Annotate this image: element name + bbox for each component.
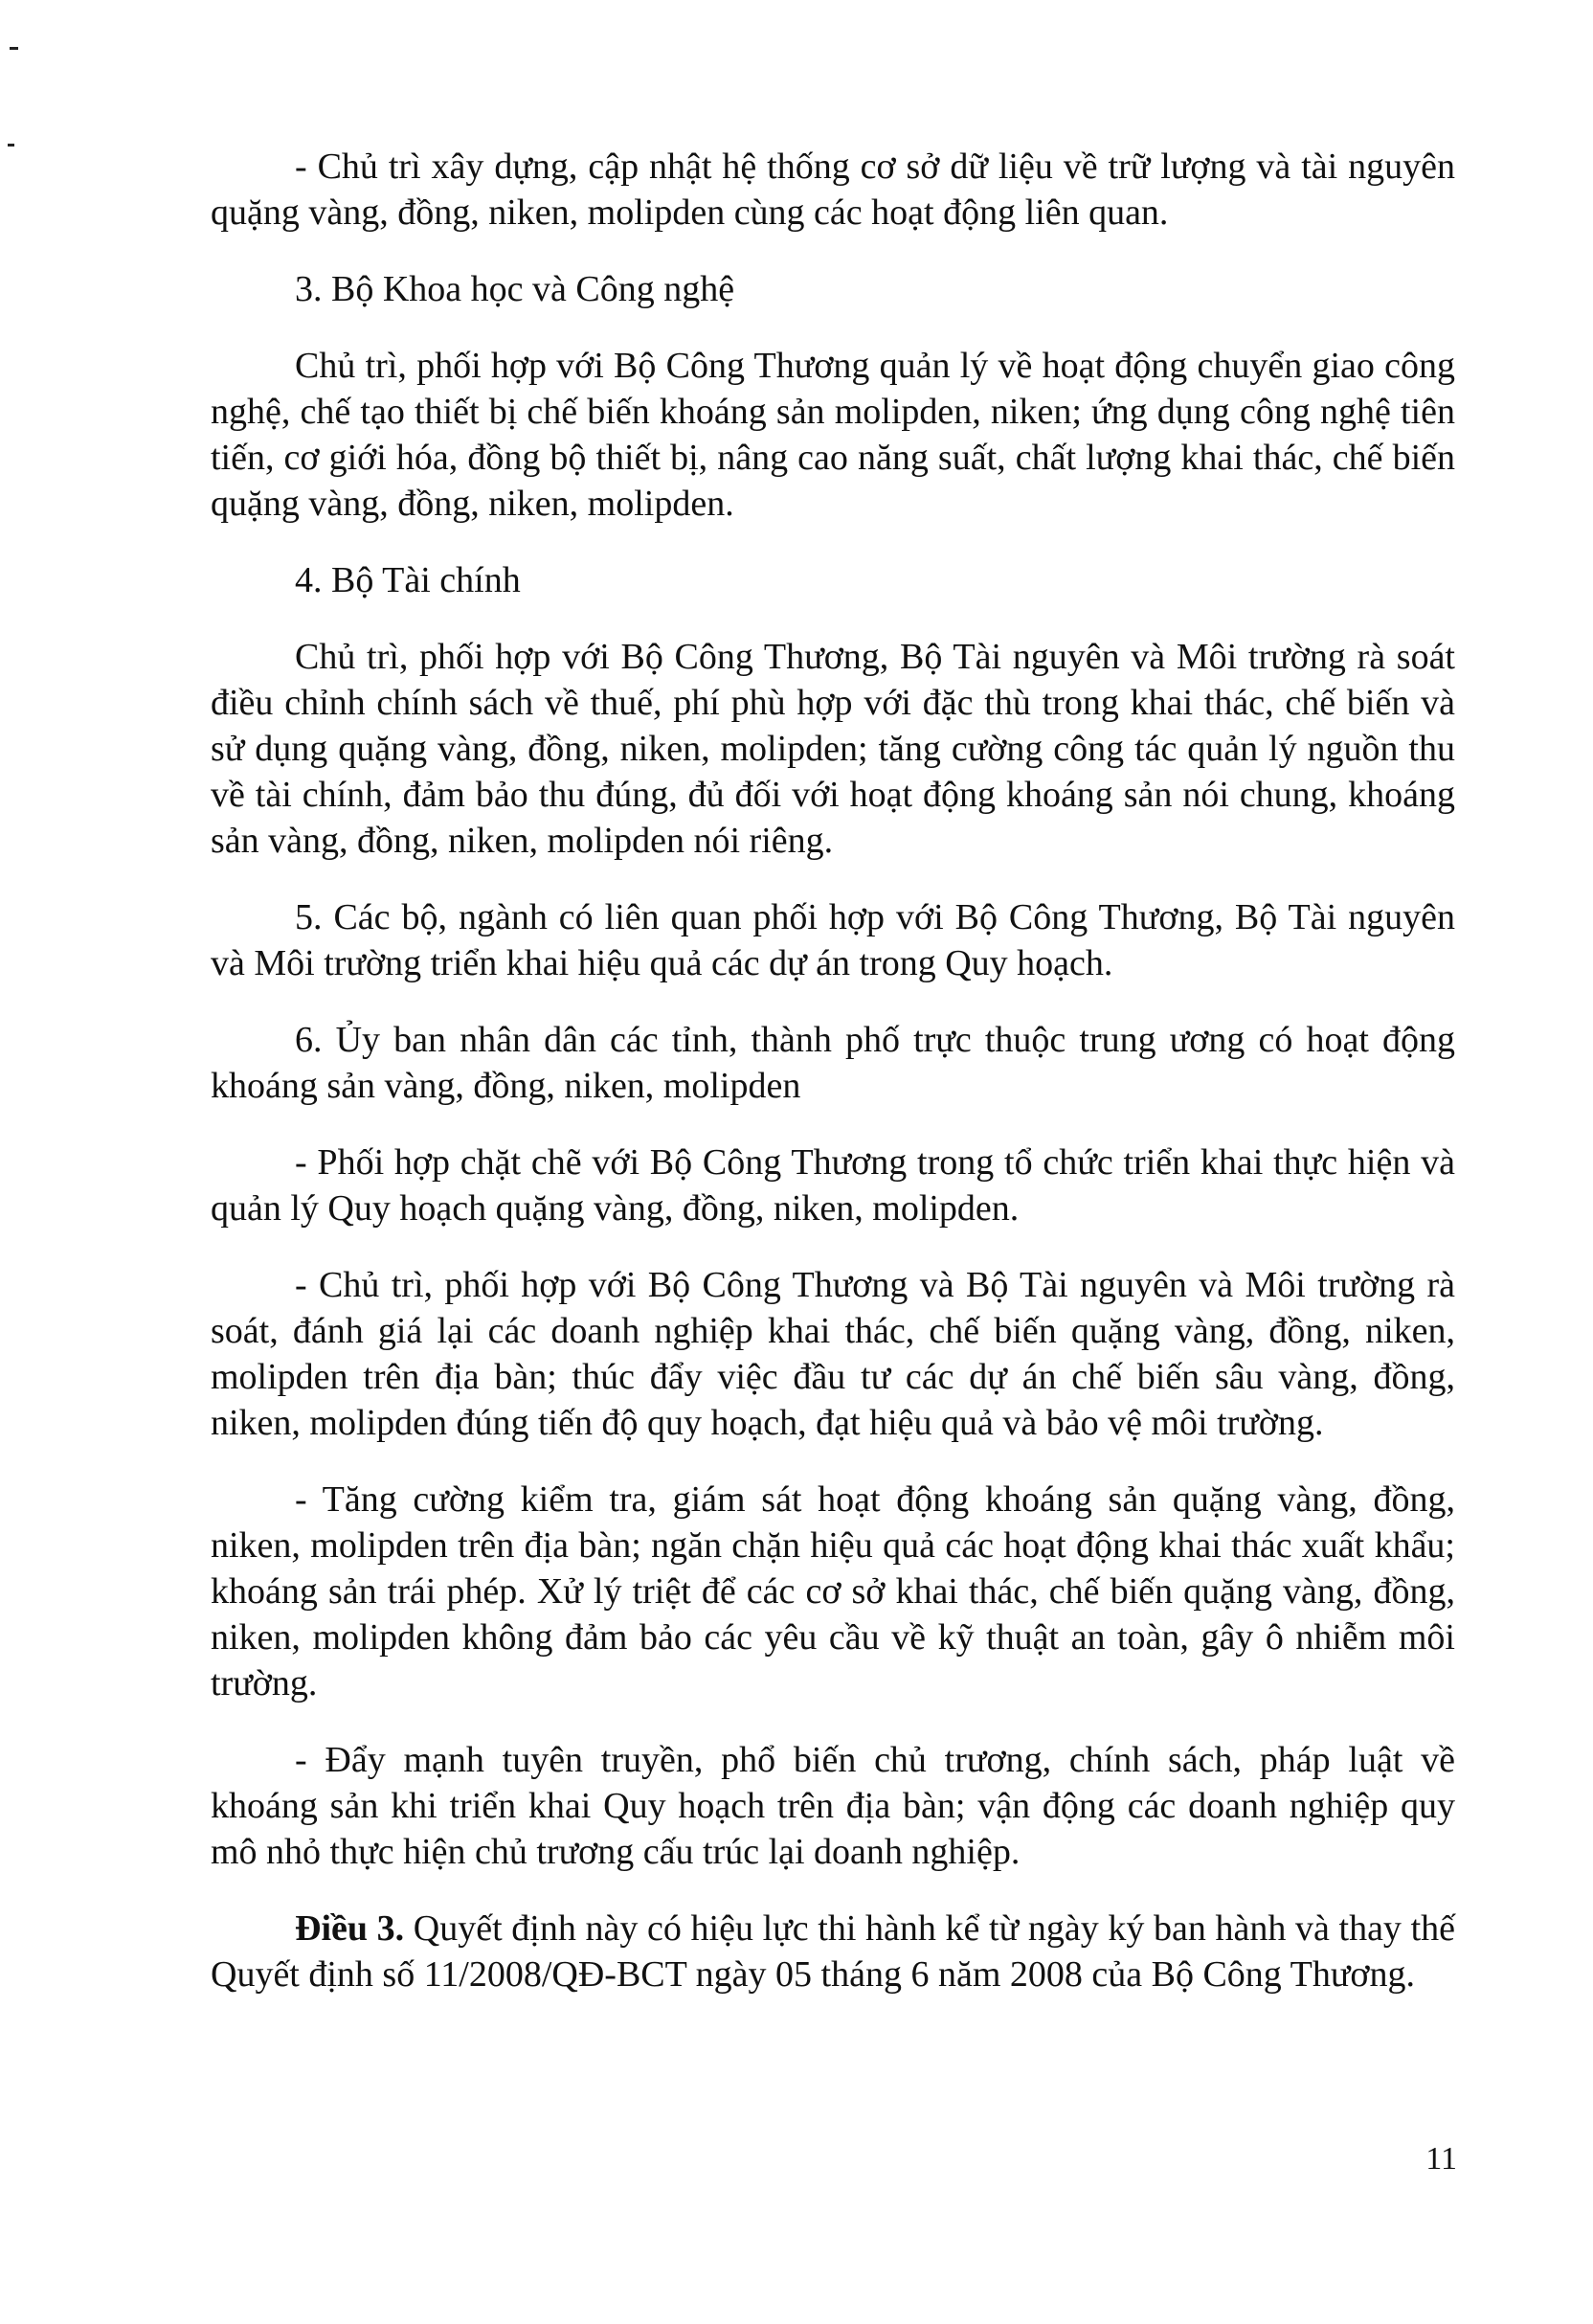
paragraph-ministries: 5. Các bộ, ngành có liên quan phối hợp với Bộ Công Thương, Bộ Tài nguyên và Môi trường triển khai hiệu quả các dự án trong Quy hoạch.	[211, 897, 1455, 983]
section-heading-finance: 4. Bộ Tài chính	[295, 560, 521, 600]
paragraph-coordination: - Phối hợp chặt chẽ với Bộ Công Thương trong tổ chức triển khai thực hiện và quản lý Quy hoạch quặng vàng, đồng, niken, molipden.	[211, 1142, 1455, 1229]
document-body	[211, 144, 1455, 2028]
paragraph-finance: Chủ trì, phối hợp với Bộ Công Thương, Bộ Tài nguyên và Môi trường rà soát điều chỉnh chính sách về thuế, phí phù hợp với đặc thù trong khai thác, chế biến và sử dụng quặng vàng, đồng, niken, molipden; tăng cường công tác quản lý nguồn thu về tài chính, đảm bảo thu đúng, đủ đối với hoạt động khoáng sản nói chung, khoáng sản vàng, đồng, niken, molipden nói riêng.	[211, 637, 1455, 861]
scan-mark	[8, 144, 14, 147]
paragraph-review: - Chủ trì, phối hợp với Bộ Công Thương và Bộ Tài nguyên và Môi trường rà soát, đánh giá lại các doanh nghiệp khai thác, chế biến quặng vàng, đồng, niken, molipden trên địa bàn; thúc đẩy việc đầu tư các dự án chế biến sâu vàng, đồng, niken, molipden đúng tiến độ quy hoạch, đạt hiệu quả và bảo vệ môi trường.	[211, 1265, 1455, 1443]
article-label: Điều 3.	[295, 1908, 405, 1949]
scan-mark	[10, 47, 18, 50]
paragraph-database: - Chủ trì xây dựng, cập nhật hệ thống cơ sở dữ liệu về trữ lượng và tài nguyên quặng vàng, đồng, niken, molipden cùng các hoạt động liên quan.	[211, 147, 1455, 233]
page-number: 11	[1425, 2141, 1457, 2177]
paragraph-propaganda: - Đẩy mạnh tuyên truyền, phổ biến chủ trương, chính sách, pháp luật về khoáng sản khi triển khai Quy hoạch trên địa bàn; vận động các doanh nghiệp quy mô nhỏ thực hiện chủ trương cấu trúc lại doanh nghiệp.	[211, 1740, 1455, 1872]
section-heading-science: 3. Bộ Khoa học và Công nghệ	[295, 269, 735, 309]
paragraph-inspection: - Tăng cường kiểm tra, giám sát hoạt động khoáng sản quặng vàng, đồng, niken, molipden trên địa bàn; ngăn chặn hiệu quả các hoạt động khai thác xuất khẩu; khoáng sản trái phép. Xử lý triệt để các cơ sở khai thác, chế biến quặng vàng, đồng, niken, molipden không đảm bảo các yêu cầu về kỹ thuật an toàn, gây ô nhiễm môi trường.	[211, 1479, 1455, 1704]
article-paragraph	[211, 1906, 1455, 1997]
article-text: Quyết định này có hiệu lực thi hành kể từ ngày ký ban hành và thay thế Quyết định số 11/2008/QĐ-BCT ngày 05 tháng 6 năm 2008 của Bộ Công Thương.	[211, 1908, 1456, 1995]
paragraph-science: Chủ trì, phối hợp với Bộ Công Thương quản lý về hoạt động chuyển giao công nghệ, chế tạo thiết bị chế biến khoáng sản molipden, niken; ứng dụng công nghệ tiên tiến, cơ giới hóa, đồng bộ thiết bị, nâng cao năng suất, chất lượng khai thác, chế biến quặng vàng, đồng, niken, molipden.	[211, 346, 1455, 524]
paragraph-provinces: 6. Ủy ban nhân dân các tỉnh, thành phố trực thuộc trung ương có hoạt động khoáng sản vàng, đồng, niken, molipden	[211, 1020, 1455, 1106]
